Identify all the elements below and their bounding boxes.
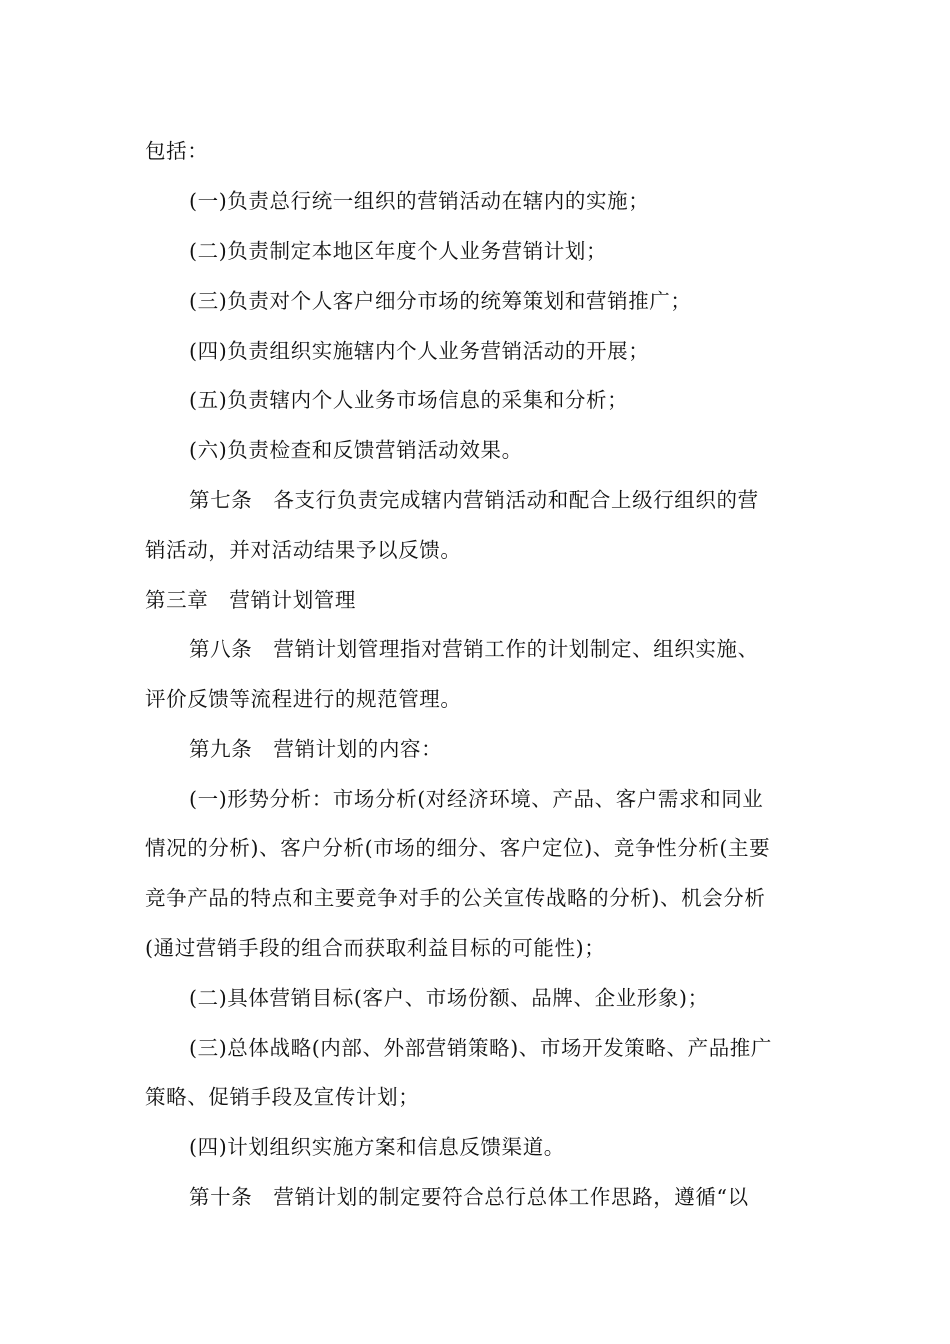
text-line: (一)形势分析：市场分析(对经济环境、产品、客户需求和同业	[189, 787, 764, 811]
text-line: (三)总体战略(内部、外部营销策略)、市场开发策略、产品推广	[189, 1036, 772, 1060]
chapter-heading: 第三章 营销计划管理	[145, 588, 356, 612]
text-line: (六)负责检查和反馈营销活动效果。	[189, 438, 523, 462]
text-line: (三)负责对个人客户细分市场的统筹策划和营销推广；	[189, 289, 692, 313]
text-line: 情况的分析)、客户分析(市场的细分、客户定位)、竞争性分析(主要	[145, 836, 771, 860]
text-line: (通过营销手段的组合而获取利益目标的可能性)；	[145, 936, 606, 960]
text-line: 策略、促销手段及宣传计划；	[145, 1085, 420, 1109]
text-line: (一)负责总行统一组织的营销活动在辖内的实施；	[189, 189, 650, 213]
text-line: 包括：	[145, 139, 209, 163]
text-line: (二)具体营销目标(客户、市场份额、品牌、企业形象)；	[189, 986, 709, 1010]
text-line: 第八条 营销计划管理指对营销工作的计划制定、组织实施、	[189, 637, 759, 661]
text-line: 销活动，并对活动结果予以反馈。	[145, 538, 462, 562]
text-line: (五)负责辖内个人业务市场信息的采集和分析；	[189, 388, 629, 412]
text-line: (四)计划组织实施方案和信息反馈渠道。	[189, 1135, 565, 1159]
text-line: 第七条 各支行负责完成辖内营销活动和配合上级行组织的营	[189, 488, 759, 512]
text-line: (四)负责组织实施辖内个人业务营销活动的开展；	[189, 339, 650, 363]
text-line: (二)负责制定本地区年度个人业务营销计划；	[189, 239, 608, 263]
text-line: 评价反馈等流程进行的规范管理。	[145, 687, 462, 711]
text-line: 竞争产品的特点和主要竞争对手的公关宣传战略的分析)、机会分析	[145, 886, 766, 910]
text-line: 第十条 营销计划的制定要符合总行总体工作思路，遵循“以	[189, 1185, 749, 1209]
text-line: 第九条 营销计划的内容：	[189, 737, 443, 761]
